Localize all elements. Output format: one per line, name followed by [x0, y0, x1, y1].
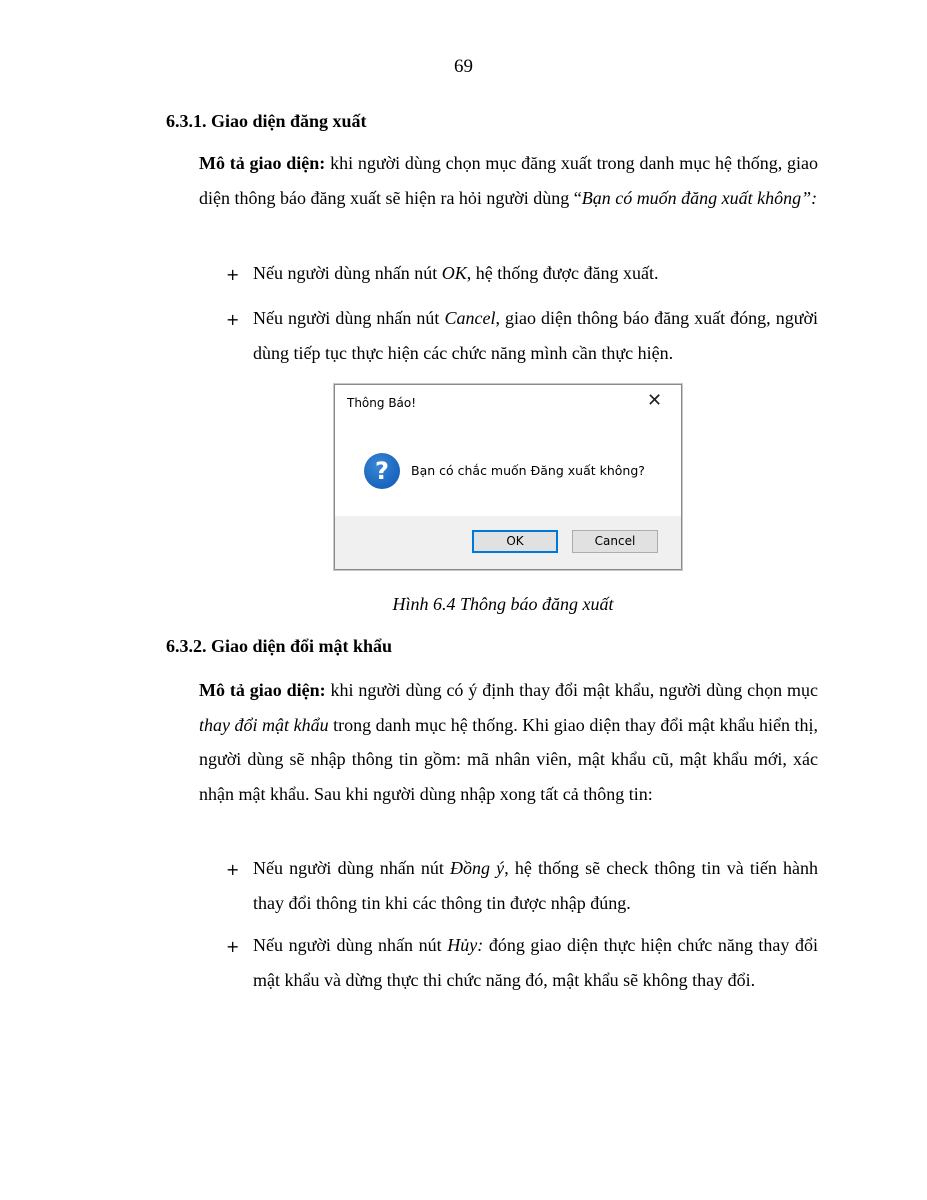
logout-bullet-cancel: Nếu người dùng nhấn nút Cancel, giao diện thông báo đăng xuất đóng, người dùng tiếp tục thực hiện các chức năng mình cần thực hiện.	[253, 308, 818, 363]
page-number: 69	[454, 56, 473, 77]
logout-description	[199, 146, 818, 215]
question-icon: ?	[364, 453, 400, 489]
description-quote: Bạn có muốn đăng xuất không”:	[581, 187, 818, 208]
change-password-bullet-cancel: Nếu người dùng nhấn nút Hủy: đóng giao diện thực hiện chức năng thay đổi mật khẩu và dừng thực thi chức năng đó, mật khẩu sẽ không thay đổi.	[253, 935, 818, 990]
change-password-bullet-agree: Nếu người dùng nhấn nút Đồng ý, hệ thống sẽ check thông tin và tiến hành thay đổi thông tin khi các thông tin được nhập đúng.	[253, 858, 818, 913]
dialog-footer	[335, 516, 681, 569]
section-heading-change-password: 6.3.2. Giao diện đổi mật khẩu	[166, 636, 393, 656]
bullet-mark: +	[226, 937, 240, 956]
dialog-message: Bạn có chắc muốn Đăng xuất không?	[411, 463, 645, 478]
bullet-mark: +	[226, 860, 240, 879]
change-password-description: Mô tả giao diện: khi người dùng có ý định thay đổi mật khẩu, người dùng chọn mục thay đổi mật khẩu trong danh mục hệ thống. Khi giao diện thay đổi mật khẩu hiển thị, người dùng sẽ nhập thông tin gồm: mã nhân viên, mật khẩu cũ, mật khẩu mới, xác nhận mật khẩu. Sau khi người dùng nhập xong tất cả thông tin:	[199, 680, 818, 804]
bullet-mark: +	[226, 265, 240, 284]
bullet-mark: +	[226, 310, 240, 329]
cancel-button[interactable]: Cancel	[572, 530, 658, 553]
logout-bullet-ok: Nếu người dùng nhấn nút OK, hệ thống được đăng xuất.	[253, 263, 659, 283]
description-label: Mô tả giao diện:	[199, 153, 326, 173]
dialog-title: Thông Báo!	[347, 396, 417, 410]
close-icon[interactable]: ✕	[647, 390, 663, 411]
section-heading-logout: 6.3.1. Giao diện đăng xuất	[166, 111, 367, 131]
logout-dialog	[334, 384, 682, 570]
figure-caption: Hình 6.4 Thông báo đăng xuất	[392, 594, 614, 614]
description-label: Mô tả giao diện:	[199, 680, 326, 700]
ok-button[interactable]: OK	[472, 530, 558, 553]
description-text: khi người dùng chọn mục đăng xuất trong danh mục hệ thống, giao diện thông báo đăng xuất sẽ hiện ra hỏi người dùng “	[199, 153, 818, 208]
